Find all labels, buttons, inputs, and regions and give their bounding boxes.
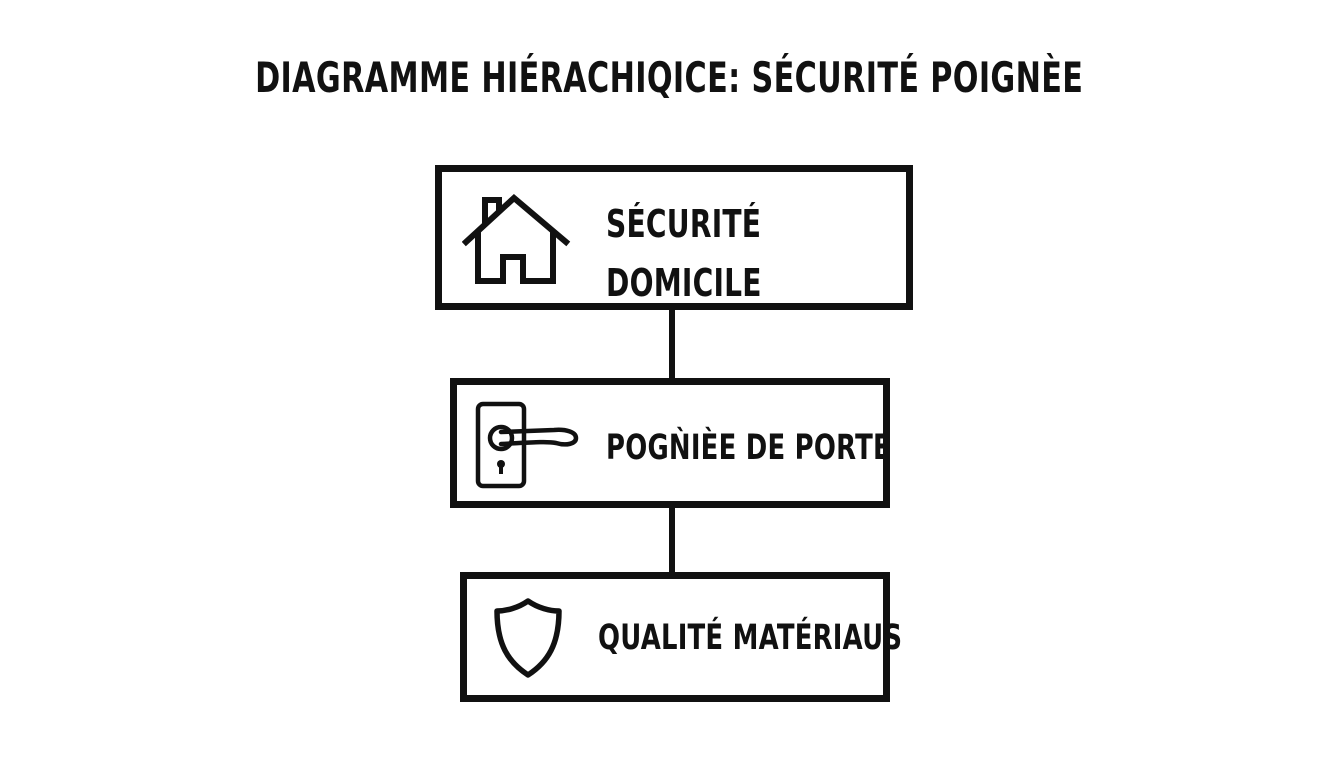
node-label: POGǸIÈE DE PORTE [606, 428, 891, 468]
shield-icon [492, 596, 564, 680]
diagram-title: DIAGRAMME HIÉRACHIQICE: SÉCURITÉ POIGNÈE [255, 53, 1084, 102]
node-label [606, 195, 762, 313]
door-handle-icon [474, 400, 582, 490]
connector-line [669, 508, 675, 572]
node-label-line: DOMICILE [606, 261, 762, 305]
node-label-line: SÉCURITÉ [606, 202, 762, 246]
node-label: QUALITÉ MATÉRIAUS [598, 618, 903, 658]
house-icon [462, 192, 572, 288]
connector-line [669, 310, 675, 378]
